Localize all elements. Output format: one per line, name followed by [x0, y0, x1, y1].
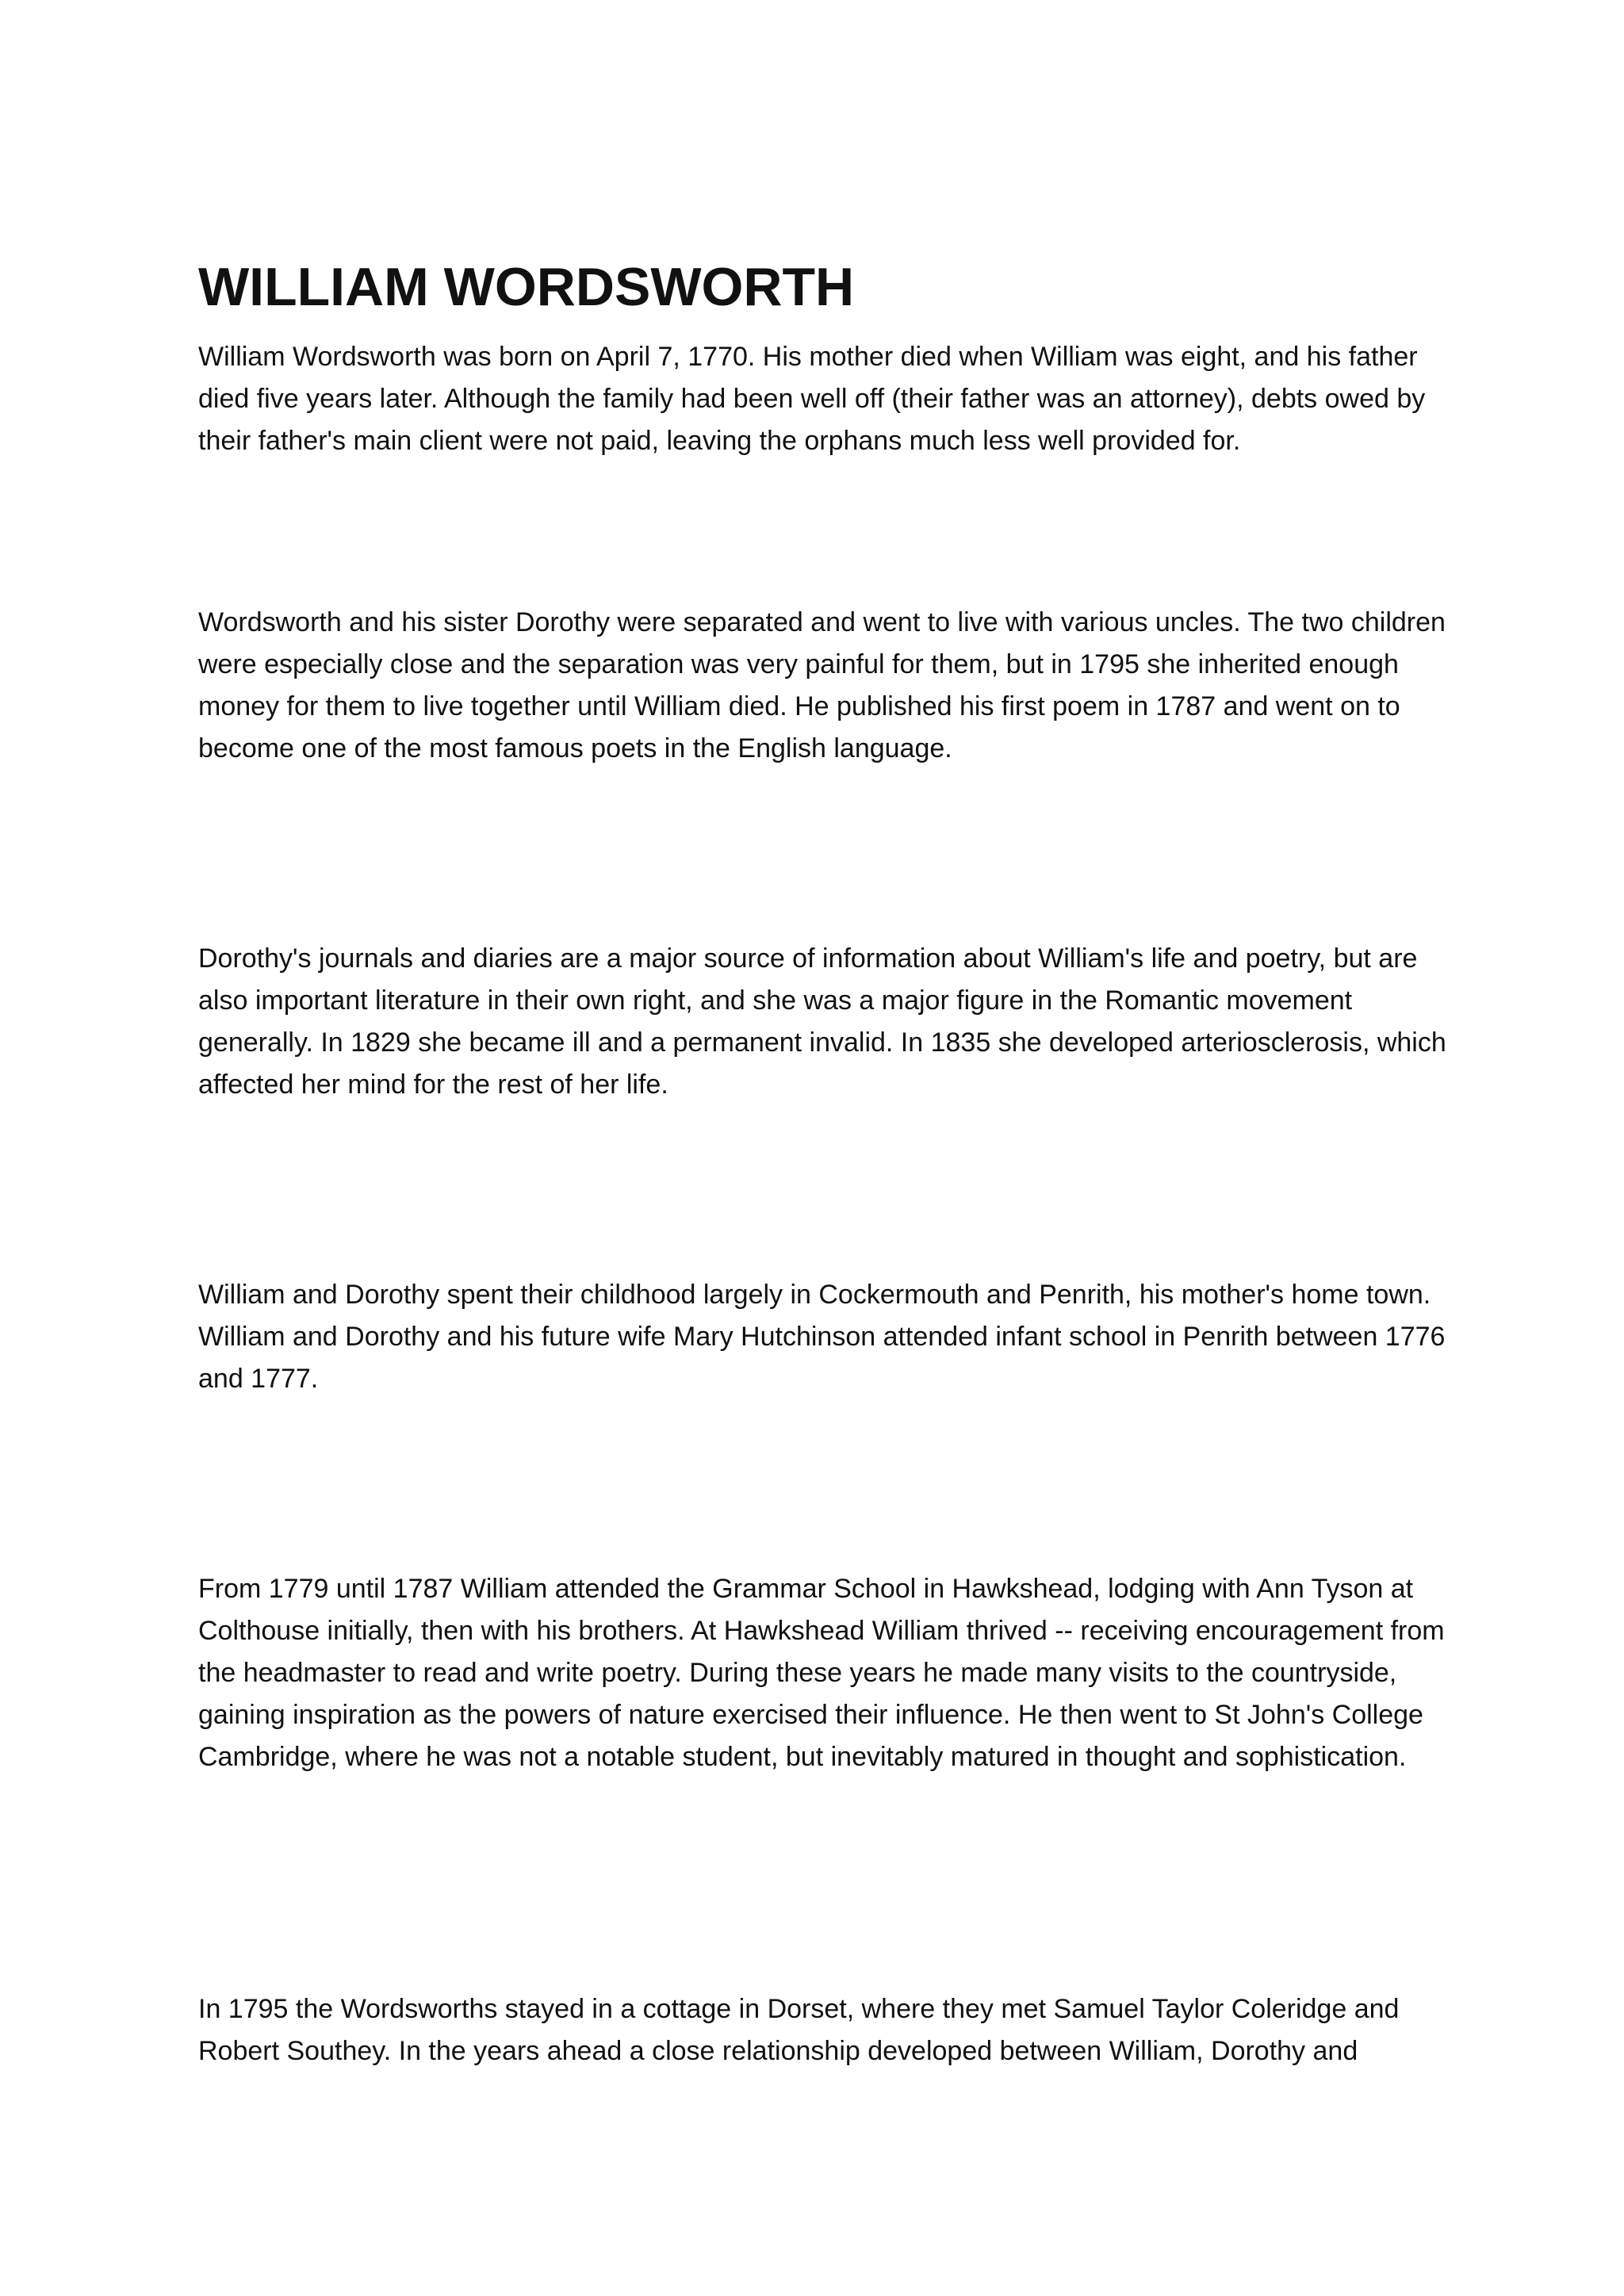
- paragraph-birth-and-family: William Wordsworth was born on April 7, 1770. His mother died when William was eight, and his father died five years later. Although the family had been well off (their father was an attorney), debts owed by their father's main client were not paid, leaving the orphans much less well provided for.: [198, 342, 1426, 456]
- paragraph-dorset-cottage: In 1795 the Wordsworths stayed in a cottage in Dorset, where they met Samuel Taylor Coleridge and Robert Southey. In the years ahead a close relationship developed between William, Dorothy and: [198, 1994, 1400, 2066]
- paragraph-childhood: William and Dorothy spent their childhood largely in Cockermouth and Penrith, his mother's home town. William and Dorothy and his future wife Mary Hutchinson attended infant school in Penrith between 1776 and 1777.: [198, 1280, 1446, 1394]
- paragraph-education: From 1779 until 1787 William attended the Grammar School in Hawkshead, lodging with Ann Tyson at Colthouse initially, then with his brothers. At Hawkshead William thrived -- receiving encouragement from the headmaster to read and write poetry. During these years he made many visits to the countryside, gaining inspiration as the powers of nature exercised their influence. He then went to St John's College Cambridge, where he was not a notable student, but inevitably matured in thought and sophistication.: [198, 1574, 1445, 1772]
- paragraph-separation: Wordsworth and his sister Dorothy were separated and went to live with various uncles. The two children were especially close and the separation was very painful for them, but in 1795 she inherited enough money for them to live together until William died. He published his first poem in 1787 and went on to become one of the most famous poets in the English language.: [198, 607, 1446, 763]
- paragraph-dorothy-journals: Dorothy's journals and diaries are a major source of information about William's life and poetry, but are also important literature in their own right, and she was a major figure in the Romantic movement generally. In 1829 she became ill and a permanent invalid. In 1835 she developed arteriosclerosis, which affected her mind for the rest of her life.: [198, 943, 1446, 1100]
- document-title: WILLIAM WORDSWORTH: [198, 257, 855, 317]
